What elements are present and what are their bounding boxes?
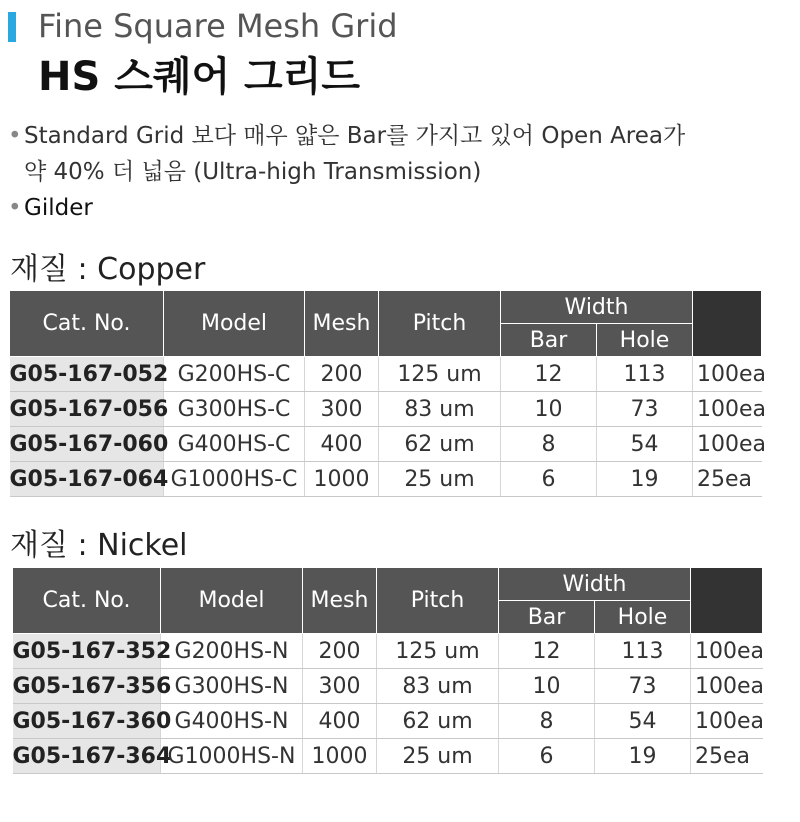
cell-cat-no: G05-167-056 <box>10 392 164 427</box>
feature-list <box>8 118 685 226</box>
cell-hole: 73 <box>597 392 693 427</box>
cell-qty: 100ea <box>691 634 763 669</box>
cell-mesh: 200 <box>305 357 379 392</box>
cell-bar: 12 <box>501 357 597 392</box>
cell-mesh: 1000 <box>303 739 377 774</box>
feature-item <box>8 190 685 226</box>
cell-hole: 54 <box>595 704 691 739</box>
table-row <box>10 392 762 427</box>
page-title: HS 스퀘어 그리드 <box>38 54 360 100</box>
header-cat-no: Cat. No. <box>13 568 161 634</box>
table-row <box>10 357 762 392</box>
header-qty <box>693 291 762 357</box>
header-qty <box>691 568 763 634</box>
cell-pitch: 25 um <box>377 739 499 774</box>
cell-hole: 113 <box>595 634 691 669</box>
cell-mesh: 300 <box>303 669 377 704</box>
cell-qty: 100ea <box>693 392 762 427</box>
header-hole: Hole <box>597 324 693 357</box>
table-row <box>13 634 763 669</box>
table-row <box>13 739 763 774</box>
cell-pitch: 62 um <box>379 427 501 462</box>
cell-bar: 8 <box>499 704 595 739</box>
header-bar: Bar <box>499 601 595 634</box>
cell-hole: 113 <box>597 357 693 392</box>
bullet-dot-icon: • <box>8 123 22 149</box>
table-row <box>10 462 762 497</box>
cell-hole: 19 <box>595 739 691 774</box>
cell-cat-no: G05-167-052 <box>10 357 164 392</box>
cell-pitch: 125 um <box>379 357 501 392</box>
cell-bar: 6 <box>501 462 597 497</box>
cell-qty: 100ea <box>693 357 762 392</box>
accent-bar <box>8 12 16 42</box>
cell-qty: 100ea <box>691 704 763 739</box>
cell-qty: 100ea <box>691 669 763 704</box>
cell-model: G400HS-N <box>161 704 303 739</box>
cell-cat-no: G05-167-064 <box>10 462 164 497</box>
cell-model: G1000HS-N <box>161 739 303 774</box>
bullet-dot-icon: • <box>8 195 22 221</box>
header-width: Width <box>501 291 693 324</box>
cell-mesh: 400 <box>305 427 379 462</box>
cell-model: G300HS-N <box>161 669 303 704</box>
section-title-copper: 재질 : Copper <box>10 252 206 287</box>
cell-model: G200HS-C <box>164 357 305 392</box>
cell-cat-no: G05-167-360 <box>13 704 161 739</box>
header-width: Width <box>499 568 691 601</box>
header-mesh: Mesh <box>303 568 377 634</box>
cell-cat-no: G05-167-356 <box>13 669 161 704</box>
cell-mesh: 400 <box>303 704 377 739</box>
cell-hole: 73 <box>595 669 691 704</box>
cell-hole: 19 <box>597 462 693 497</box>
header-model: Model <box>161 568 303 634</box>
header-hole: Hole <box>595 601 691 634</box>
cell-cat-no: G05-167-352 <box>13 634 161 669</box>
header-pitch: Pitch <box>377 568 499 634</box>
header-model: Model <box>164 291 305 357</box>
cell-model: G300HS-C <box>164 392 305 427</box>
cell-cat-no: G05-167-364 <box>13 739 161 774</box>
page-subtitle: Fine Square Mesh Grid <box>38 7 398 45</box>
cell-qty: 25ea <box>691 739 763 774</box>
cell-pitch: 25 um <box>379 462 501 497</box>
cell-bar: 12 <box>499 634 595 669</box>
header-pitch: Pitch <box>379 291 501 357</box>
feature-item <box>8 118 685 154</box>
feature-text: Gilder <box>24 195 93 221</box>
header-bar: Bar <box>501 324 597 357</box>
cell-bar: 6 <box>499 739 595 774</box>
cell-qty: 100ea <box>693 427 762 462</box>
header-mesh: Mesh <box>305 291 379 357</box>
cell-model: G1000HS-C <box>164 462 305 497</box>
cell-hole: 54 <box>597 427 693 462</box>
cell-mesh: 300 <box>305 392 379 427</box>
cell-model: G400HS-C <box>164 427 305 462</box>
cell-pitch: 62 um <box>377 704 499 739</box>
cell-model: G200HS-N <box>161 634 303 669</box>
spec-table-copper <box>9 290 767 497</box>
spec-table-nickel <box>12 567 763 774</box>
table-row <box>13 704 763 739</box>
cell-bar: 10 <box>499 669 595 704</box>
cell-mesh: 200 <box>303 634 377 669</box>
cell-mesh: 1000 <box>305 462 379 497</box>
cell-bar: 8 <box>501 427 597 462</box>
feature-text: Standard Grid 보다 매우 얇은 Bar를 가지고 있어 Open Area가 <box>24 123 686 149</box>
cell-pitch: 125 um <box>377 634 499 669</box>
table-row <box>13 669 763 704</box>
feature-text-continued: 약 40% 더 넓음 (Ultra-high Transmission) <box>24 159 482 185</box>
table-row <box>10 427 762 462</box>
cell-pitch: 83 um <box>377 669 499 704</box>
cell-bar: 10 <box>501 392 597 427</box>
cell-qty: 25ea <box>693 462 762 497</box>
header-cat-no: Cat. No. <box>10 291 164 357</box>
cell-cat-no: G05-167-060 <box>10 427 164 462</box>
section-title-nickel: 재질 : Nickel <box>10 528 188 563</box>
cell-pitch: 83 um <box>379 392 501 427</box>
